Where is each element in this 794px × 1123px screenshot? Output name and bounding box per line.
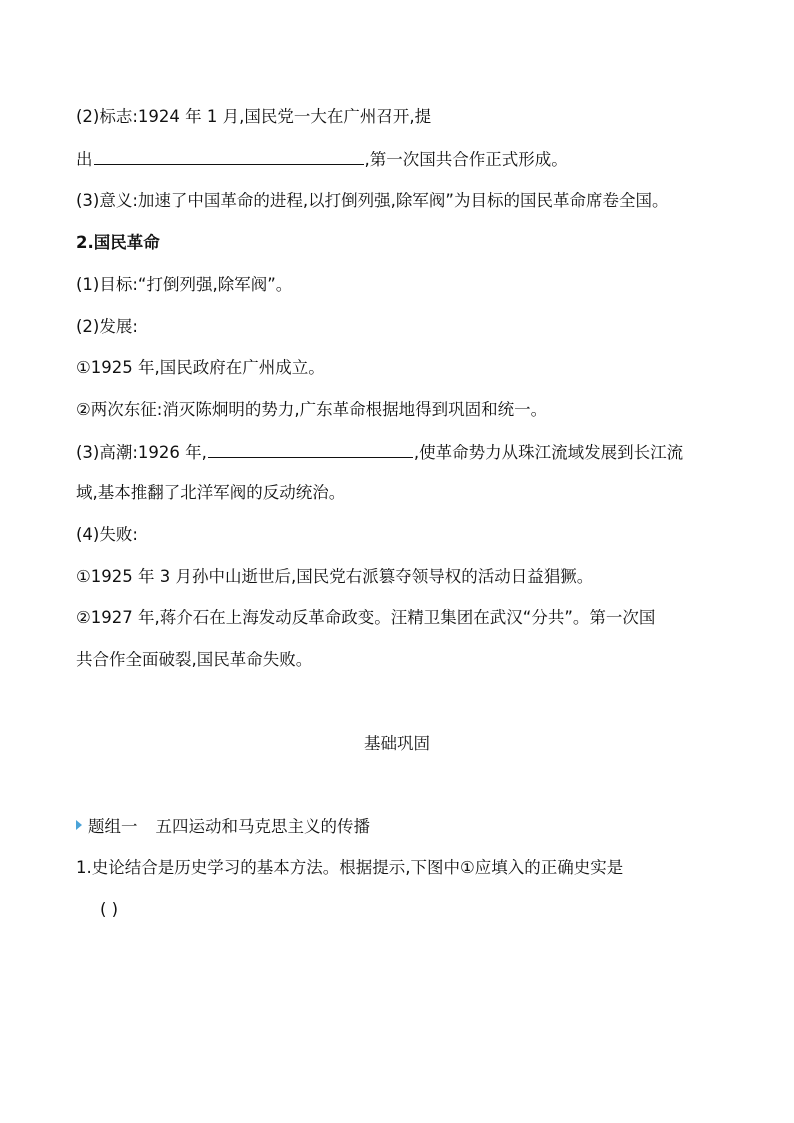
answer-parentheses: [100, 899, 118, 921]
line-text: ①1925 年 3 月孙中山逝世后,国民党右派篡夺领导权的活动日益猖獗。: [76, 567, 594, 586]
text-line: [76, 524, 138, 546]
group-label: 题组一: [88, 817, 138, 836]
text-line: [76, 190, 668, 212]
flag-icon: [76, 820, 82, 830]
text-line: [76, 106, 431, 128]
section-title-text: 基础巩固: [364, 734, 430, 753]
question-text: 1.史论结合是历史学习的基本方法。根据提示,下图中①应填入的正确史实是: [76, 858, 624, 877]
heading-text: 2.国民革命: [76, 233, 160, 252]
line-text: 共合作全面破裂,国民革命失败。: [76, 650, 313, 669]
line-text: 域,基本推翻了北洋军阀的反动统治。: [76, 483, 346, 502]
text-line: [76, 274, 292, 296]
text-line: [76, 607, 655, 629]
answer-blank[interactable]: [208, 441, 413, 458]
line-text: ,使革命势力从珠江流域发展到长江流: [413, 443, 684, 462]
section-title: [0, 733, 794, 755]
text-line: [76, 566, 593, 588]
answer-blank[interactable]: [94, 148, 364, 165]
text-line: [76, 482, 345, 504]
line-text: (4)失败:: [76, 525, 138, 544]
answer-paren[interactable]: ( ): [100, 900, 119, 919]
line-text: (1)目标:“打倒列强,除军阀”。: [76, 275, 293, 294]
question-stem: [76, 857, 623, 879]
group-title: 五四运动和马克思主义的传播: [155, 817, 370, 836]
text-line: [76, 649, 312, 671]
text-line: [76, 399, 547, 421]
line-text: (3)意义:加速了中国革命的进程,以打倒列强,除军阀”为目标的国民革命席卷全国。: [76, 191, 669, 210]
line-text: 出: [76, 150, 93, 169]
line-text: ②1927 年,蒋介石在上海发动反革命政变。汪精卫集团在武汉“分共”。第一次国: [76, 608, 656, 627]
text-line: [76, 357, 325, 379]
fill-in-line: [76, 441, 683, 464]
line-text: ①1925 年,国民政府在广州成立。: [76, 358, 325, 377]
text-line: [76, 316, 138, 338]
line-text: (2)标志:1924 年 1 月,国民党一大在广州召开,提: [76, 107, 432, 126]
line-text: (2)发展:: [76, 317, 138, 336]
question-group-header: [76, 816, 370, 838]
line-text: (3)高潮:1926 年,: [76, 443, 207, 462]
line-text: ,第一次国共合作正式形成。: [364, 150, 568, 169]
fill-in-line: [76, 148, 568, 171]
line-text: ②两次东征:消灭陈炯明的势力,广东革命根据地得到巩固和统一。: [76, 400, 548, 419]
section-heading: [76, 232, 160, 254]
